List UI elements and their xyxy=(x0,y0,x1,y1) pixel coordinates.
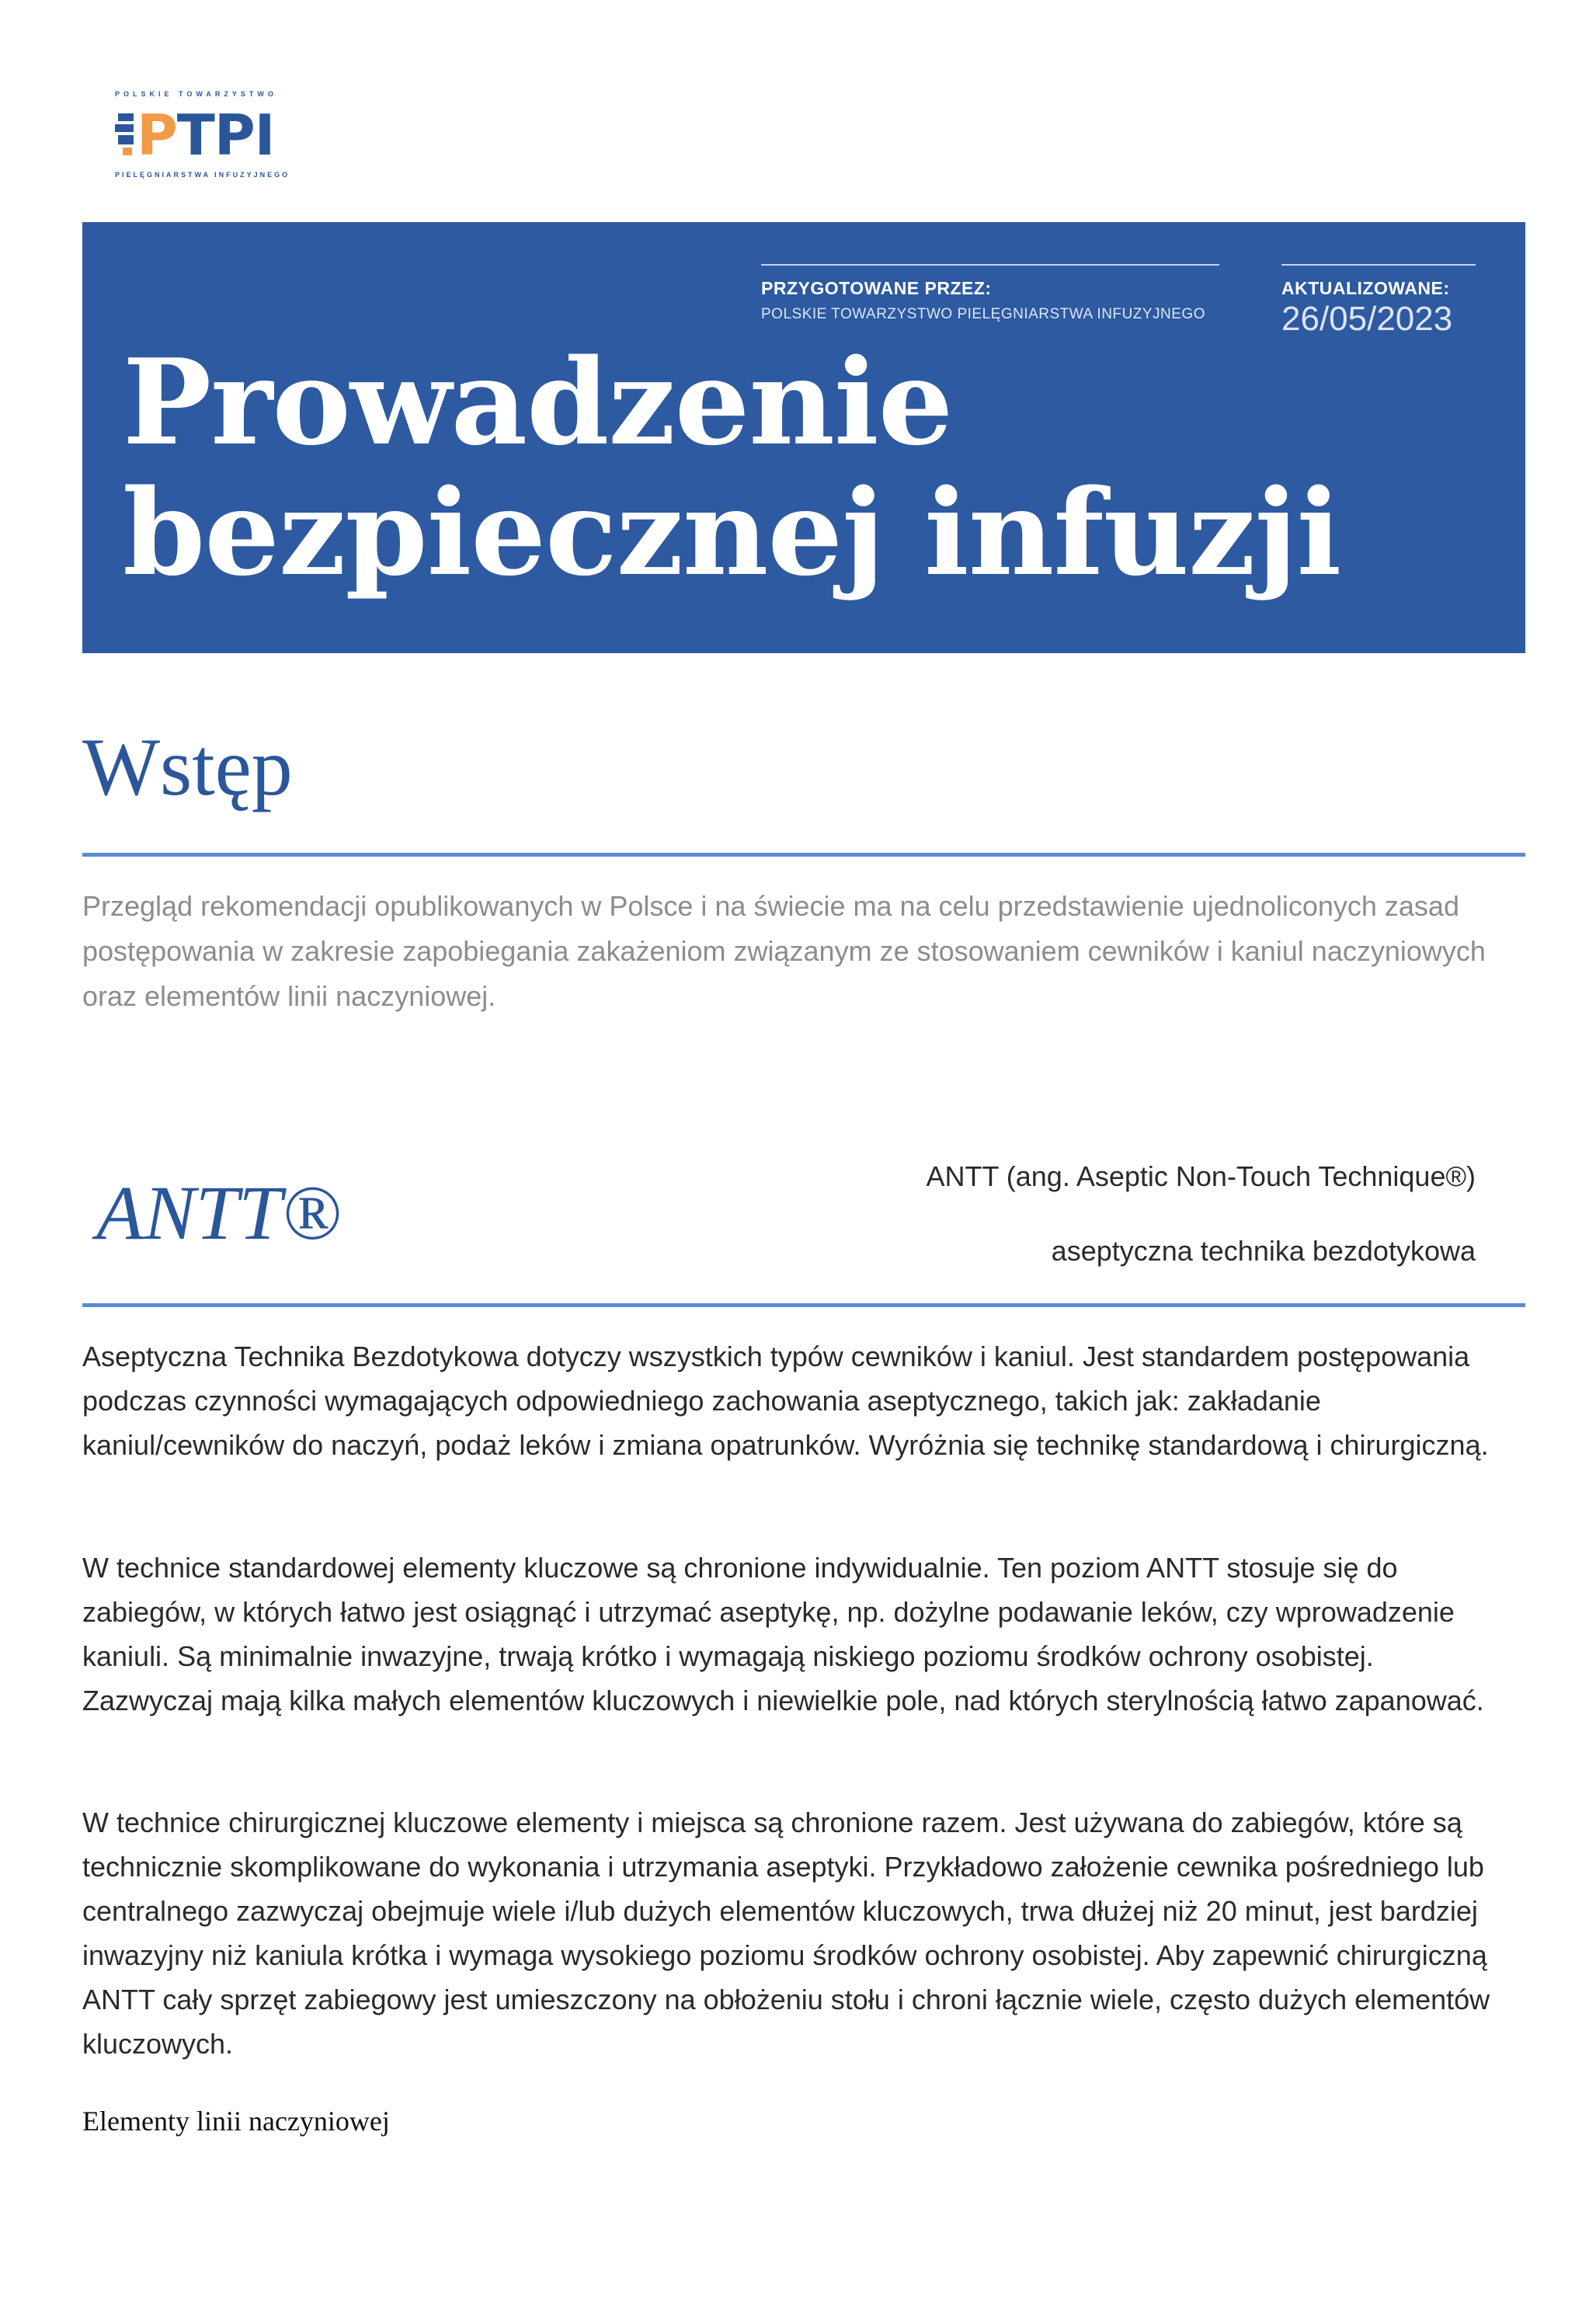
logo-top-text: POLSKIE TOWARZYSTWO xyxy=(115,90,277,98)
logo xyxy=(115,87,325,184)
page-title-line-2: bezpiecznej infuzji xyxy=(123,463,1341,602)
antt-divider xyxy=(82,1303,1525,1307)
antt-paragraph-3: W technice chirurgicznej kluczowe elementy i miejsca są chronione razem. Jest używana do zabiegów, które są technicznie skomplikowane do wykonania i utrzymania aseptyki. Przykładowo założenie cewnika pośredniego lub centralnego zazwyczaj obejmuje wiele i/lub dużych elementów kluczowych, trwa dłużej niż 20 minut, jest bardziej inwazyjny niż kaniula krótka i wymaga wysokiego poziomu środków ochrony osobistej. Aby zapewnić chirurgiczną ANTT cały sprzęt zabiegowy jest umieszczony na obłożeniu stołu i chroni łącznie wiele, często dużych elementów kluczowych. xyxy=(82,1807,1490,2060)
antt-paragraph-1: Aseptyczna Technika Bezdotykowa dotyczy wszystkich typów cewników i kaniul. Jest standardem postępowania podczas czynności wymagających odpowiedniego zachowania aseptycznego, takich jak: zakładanie kaniul/cewników do naczyń, podaż leków i zmiana opatrunków. Wyróżnia się technikę standardową i chirurgiczną. xyxy=(82,1341,1489,1461)
updated-rule xyxy=(1281,264,1476,266)
intro-divider xyxy=(82,853,1525,857)
logo-wordmark: PTPI xyxy=(137,103,275,168)
page-title xyxy=(123,332,1443,602)
logo-bottom-text: PIELĘGNIARSTWA INFUZYJNEGO xyxy=(115,171,290,179)
intro-text: Przegląd rekomendacji opublikowanych w Polsce i na świecie ma na celu przedstawienie ujednoliconych zasad postępowania w zakresie zapobiegania zakażeniom związanym ze stosowaniem cewników i kaniul naczyniowych oraz elementów linii naczyniowej. xyxy=(82,890,1486,1012)
antt-heading: ANTT® xyxy=(96,1170,341,1256)
prepared-rule xyxy=(761,264,1219,266)
title-banner xyxy=(82,222,1525,653)
antt-paragraph-2: W technice standardowej elementy kluczowe są chronione indywidualnie. Ten poziom ANTT stosuje się do zabiegów, w których łatwo jest osiągnąć i utrzymać aseptykę, np. dożylne podawanie leków, czy wprowadzenie kaniuli. Są minimalnie inwazyjne, trwają krótko i wymagają niskiego poziomu środków ochrony osobistej. Zazwyczaj mają kilka małych elementów kluczowych i niewielkie pole, nad których sterylnością łatwo zapanować. xyxy=(82,1552,1484,1716)
page-title-line-1: Prowadzenie xyxy=(123,332,953,471)
logo-pin-icon xyxy=(115,110,135,158)
prepared-by: POLSKIE TOWARZYSTWO PIELĘGNIARSTWA INFUZYJNEGO xyxy=(761,306,1205,322)
antt-translation: aseptyczna technika bezdotykowa xyxy=(1051,1235,1476,1267)
updated-label: AKTUALIZOWANE: xyxy=(1281,278,1450,298)
section-heading-vascular-line: Elementy linii naczyniowej xyxy=(82,2106,390,2137)
intro-heading: Wstęp xyxy=(82,722,293,812)
updated-date: 26/05/2023 xyxy=(1281,300,1453,338)
antt-definition: ANTT (ang. Aseptic Non-Touch Technique®) xyxy=(926,1160,1476,1192)
prepared-label: PRZYGOTOWANE PRZEZ: xyxy=(761,278,992,298)
